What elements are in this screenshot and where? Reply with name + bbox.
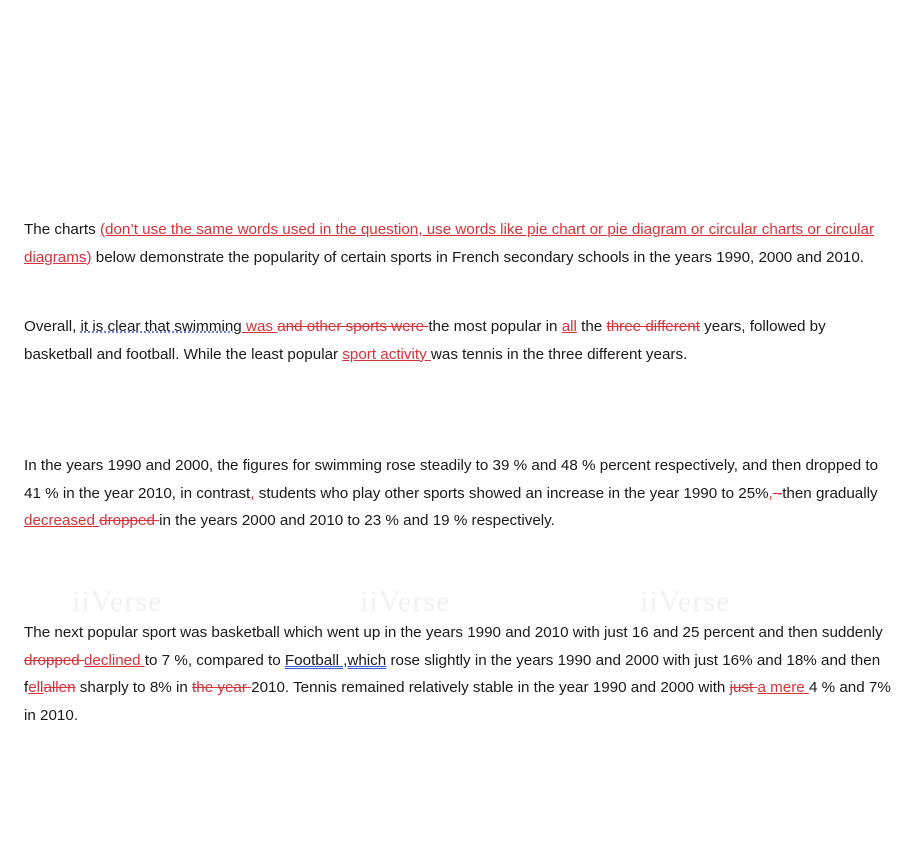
text-run: to 7 %, compared to (144, 651, 285, 669)
tracked-insertion[interactable]: , (250, 484, 255, 502)
tracked-insertion[interactable]: was (241, 318, 278, 335)
tracked-deletion[interactable]: allen (43, 679, 76, 696)
watermark-text: iiVerse (72, 585, 163, 618)
text-run: In the years 1990 and 2000, the figures for swimming rose steadily to 39 % and 48 % percent respectively, and then dropped to 41 % in the year 2010, in contrast (24, 457, 879, 502)
tracked-deletion[interactable]: three different (606, 318, 700, 335)
watermark-text: iiVerse (360, 585, 451, 618)
paragraph-overview[interactable] (24, 313, 894, 368)
text-run: the (576, 318, 607, 335)
paragraph-introduction[interactable] (24, 216, 894, 271)
tracked-insertion[interactable]: decreased (24, 512, 100, 529)
text-run: rose slightly in the years 1990 and 2000 with just 16% and 18% and then f (24, 651, 881, 696)
text-run: sharply to 8% in (75, 679, 193, 696)
text-run: The charts (24, 221, 100, 238)
text-run: the most popular in (428, 318, 562, 335)
tracked-insertion[interactable]: , (768, 484, 773, 502)
text-run: 4 % and 7% in 2010. (24, 679, 891, 724)
text-run: The next popular sport was basketball which went up in the years 1990 and 2010 with just 16 and 25 percent and then suddenly (24, 624, 883, 641)
tracked-insertion[interactable]: a mere (757, 679, 809, 696)
tracked-deletion[interactable]: - (772, 484, 783, 502)
text-run: students who play other sports showed an increase in the year 1990 to 25% (254, 484, 769, 502)
paragraph-swimming[interactable] (24, 452, 894, 535)
text-run: 2010. Tennis remained relatively stable in the year 1990 and 2000 with (251, 679, 730, 696)
tracked-insertion[interactable]: all (561, 318, 577, 335)
tracked-insertion[interactable]: sport activity (342, 345, 431, 363)
watermark-text: iiVerse (640, 585, 731, 618)
text-run: was tennis in the three different years. (430, 345, 688, 363)
text-run: then gradually (782, 484, 878, 502)
tracked-deletion[interactable]: just (729, 679, 758, 696)
text-run: Overall, (24, 318, 81, 335)
tracked-insertion[interactable]: ell (28, 679, 44, 696)
text-run: in the years 2000 and 2010 to 23 % and 19 % respectively. (159, 512, 555, 529)
text-run: below demonstrate the popularity of certain sports in French secondary schools in the years 1990, 2000 and 2010. (91, 248, 865, 266)
tracked-deletion[interactable]: and other sports were (277, 318, 429, 335)
tracked-deletion[interactable]: dropped (24, 651, 84, 669)
text-run: years, followed by basketball and football. While the least popular (24, 318, 826, 363)
tracked-insertion[interactable]: (don’t use the same words used in the question, use words like pie chart or pie diagram or circular charts or circular diagrams) (24, 221, 875, 266)
document-page (24, 0, 894, 860)
tracked-deletion[interactable]: dropped (99, 512, 160, 529)
tracked-insertion[interactable]: declined (83, 651, 145, 669)
paragraph-basketball-football-tennis[interactable] (24, 619, 894, 729)
tracked-deletion[interactable]: the year (192, 679, 252, 696)
grammar-flag[interactable]: Football ,which (284, 651, 387, 669)
grammar-flag[interactable]: it is clear that swimming (80, 318, 242, 335)
